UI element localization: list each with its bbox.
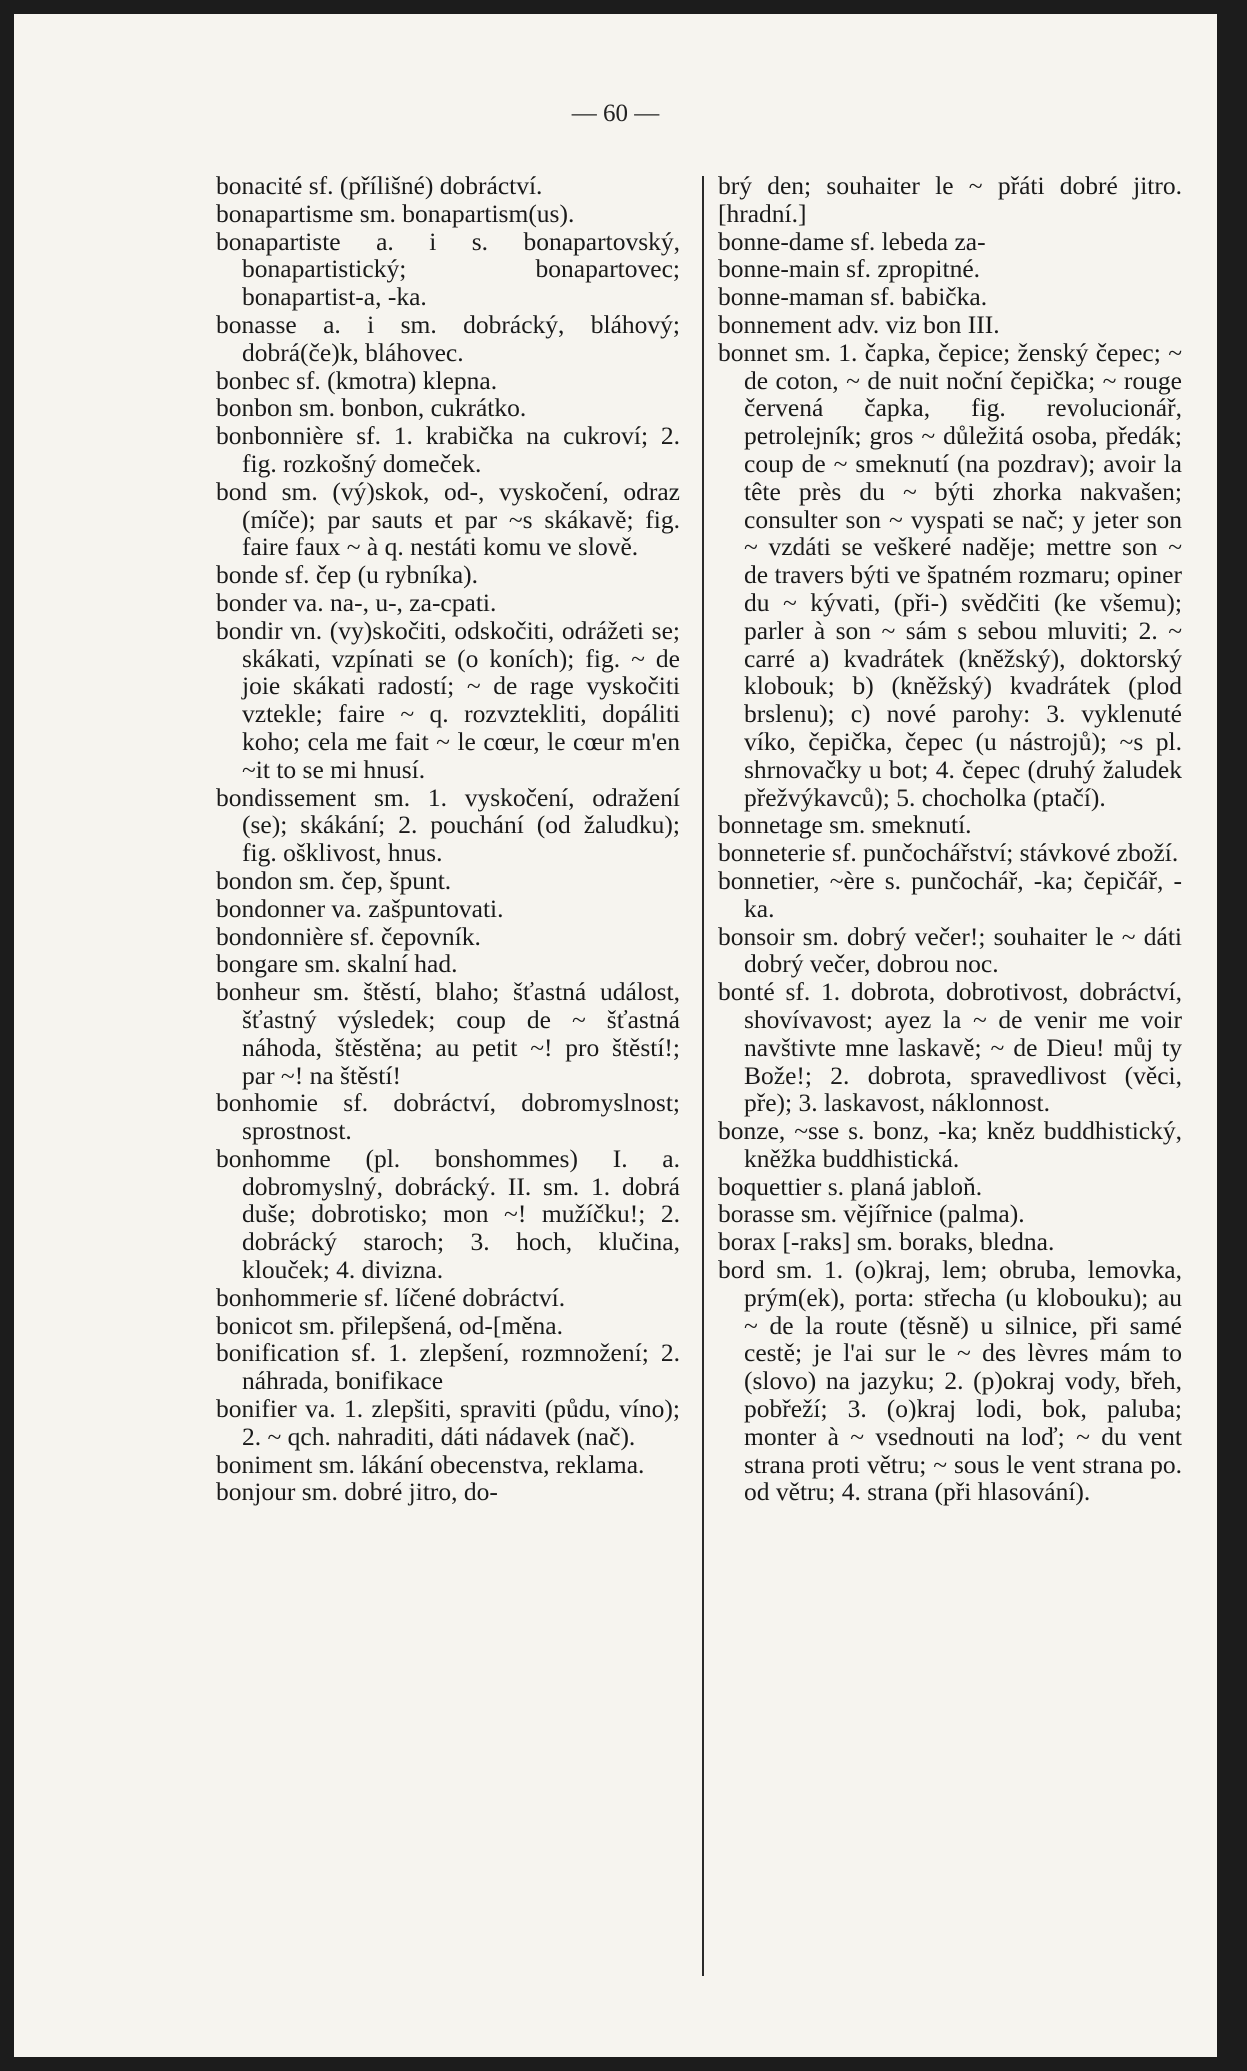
- entry-bondir: bondir vn. (vy)skočiti, odskočiti, odrážeti se; skákati, vzpínati se (o koních); fig. ~ de joie skákati radostí; ~ de rage vyskočiti vztekle; faire ~ q. rozvztekliti, dopáliti koho; cela me fait ~ le cœur, le cœur m'en ~it to se mi hnusí.: [216, 615, 680, 784]
- entry-bonneterie: bonneterie sf. punčochářství; stávkové zboží.: [718, 838, 1179, 868]
- entry-bonte: bonté sf. 1. dobrota, dobrotivost, dobráctví, shovívavost; ayez la ~ de venir me voir navštivte mne laskavě; ~ de Dieu! můj ty Bože!; 2. dobrota, spravedlivost (věci, pře); 3. laskavost, náklonnost.: [718, 977, 1182, 1118]
- entry-bonheur: bonheur sm. štěstí, blaho; šťastná událost, šťastný výsledek; coup de ~ šťastná náhoda, štěstěna; au petit ~! pro štěstí!; par ~! na štěstí!: [216, 977, 680, 1090]
- entry-bonjour-continued: brý den; souhaiter le ~ přáti dobré jitro. [hradní.]: [718, 171, 1182, 228]
- entry-bonapartiste: bonapartiste a. i s. bonapartovský, bonapartistický; bonapartovec; bonapartist-a, -ka.: [216, 226, 680, 312]
- entry-bonnetage: bonnetage sm. smeknutí.: [718, 810, 972, 840]
- entry-bonsoir: bonsoir sm. dobrý večer!; souhaiter le ~ dáti dobrý večer, dobrou noc.: [718, 921, 1182, 979]
- entry-bonde: bonde sf. čep (u rybníka).: [216, 560, 478, 590]
- entry-bonifier: bonifier va. 1. zlepšiti, spraviti (půdu, víno); 2. ~ qch. nahraditi, dáti nádavek (nač).: [216, 1394, 680, 1451]
- page-number: — 60 —: [571, 100, 660, 127]
- entry-bord: bord sm. 1. (o)kraj, lem; obruba, lemovka, prým(ek), porta: střecha (u klobouku); au ~ de la route (těsně) u silnice, při samé cestě; je l'ai sur le ~ des lèvres mám to (slovo) na jazyku; 2. (p)okraj vody, břeh, pobřeží; 3. (o)kraj lodi, bok, paluba; monter à ~ vsednouti na loď; ~ du vent strana proti větru; ~ sous le vent strana po. od větru; 4. strana (při hlasování).: [718, 1255, 1182, 1507]
- right-column: [718, 172, 1182, 1506]
- entry-bongare: bongare sm. skalní had.: [216, 949, 458, 979]
- entry-bonhommerie: bonhommerie sf. líčené dobráctví.: [216, 1282, 566, 1312]
- entry-bonjour: bonjour sm. dobré jitro, do-: [216, 1477, 498, 1507]
- left-column: [216, 172, 680, 1506]
- entry-bonne-maman: bonne-maman sf. babička.: [718, 282, 988, 312]
- entry-bonasse: bonasse a. i sm. dobrácký, bláhový; dobrá(če)k, bláhovec.: [216, 309, 680, 367]
- entry-boniment: boniment sm. lákání obecenstva, reklama.: [216, 1449, 645, 1479]
- column-divider: [702, 176, 704, 1976]
- entry-boquettier: boquettier s. planá jabloň.: [718, 1171, 983, 1201]
- entry-bonhomie: bonhomie sf. dobráctví, dobromyslnost; sprostnost.: [216, 1088, 680, 1146]
- entry-bonicot: bonicot sm. přilepšená, od-[měna.: [216, 1310, 563, 1340]
- dictionary-page: [14, 14, 1217, 2057]
- entry-bondissement: bondissement sm. 1. vyskočení, odražení (se); skákání; 2. pouchání (od žaludku); fig. ošklivost, hnus.: [216, 782, 680, 868]
- entry-bondon: bondon sm. čep, špunt.: [216, 865, 452, 895]
- entry-bonbec: bonbec sf. (kmotra) klepna.: [216, 365, 498, 395]
- entry-bonbon: bonbon sm. bonbon, cukrátko.: [216, 393, 527, 423]
- entry-bonhomme: bonhomme (pl. bonshommes) I. a. dobromyslný, dobrácký. II. sm. 1. dobrá duše; dobrotisko; mon ~! mužíčku!; 2. dobrácký staroch; 3. hoch, klučina, klouček; 4. divizna.: [216, 1143, 680, 1285]
- entry-bonbonniere: bonbonnière sf. 1. krabička na cukroví; 2. fig. rozkošný domeček.: [216, 421, 680, 478]
- entry-bonnetier: bonnetier, ~ère s. punčochář, -ka; čepičář, -ka.: [718, 865, 1182, 923]
- entry-bonne-main: bonne-main sf. zpropitné.: [718, 254, 981, 284]
- entry-bonnet: bonnet sm. 1. čapka, čepice; ženský čepec; ~ de coton, ~ de nuit noční čepička; ~ rouge červená čapka, fig. revolucionář, petrolejník; gros ~ důležitá osoba, předák; coup de ~ smeknutí (na pozdrav); avoir la tête près du ~ býti zhorka nakvašen; consulter son ~ vyspati se nač; y jeter son ~ vzdáti se veškeré naděje; mettre son ~ de travers býti ve špatném rozmaru; opiner du ~ kývati, (při-) svědčiti (ke všemu); parler à son ~ sám s sebou mluviti; 2. ~ carré a) kvadrátek (kněžský), doktorský klobouk; b) (kněžský) kvadrátek (plod brslenu); c) nové parohy: 3. vyklenuté víko, čepička, čepec (u nástrojů); ~s pl. shrnovačky u bot; 4. čepec (druhý žaludek přežvýkavců); 5. chocholka (ptačí).: [718, 337, 1182, 812]
- entry-borasse: borasse sm. vějířnice (palma).: [718, 1199, 1025, 1229]
- entry-bonacite: bonacité sf. (přílišné) dobráctví.: [216, 171, 543, 200]
- entry-bonnement: bonnement adv. viz bon III.: [718, 309, 1000, 339]
- entry-bondonniere: bondonnière sf. čepovník.: [216, 921, 481, 951]
- entry-bonze: bonze, ~sse s. bonz, -ka; kněz buddhistický, kněžka buddhistická.: [718, 1116, 1182, 1173]
- entry-borax: borax [-raks] sm. boraks, bledna.: [718, 1227, 1055, 1257]
- entry-bonapartisme: bonapartisme sm. bonapartism(us).: [216, 198, 575, 228]
- entry-bond: bond sm. (vý)skok, od-, vyskočení, odraz (míče); par sauts et par ~s skákavě; fig. faire faux ~ à q. nestáti komu ve slově.: [216, 476, 680, 562]
- entry-bonder: bonder va. na-, u-, za-cpati.: [216, 587, 497, 617]
- entry-bonification: bonification sf. 1. zlepšení, rozmnožení; 2. náhrada, bonifikace: [216, 1338, 680, 1396]
- entry-bondonner: bondonner va. zašpuntovati.: [216, 893, 504, 923]
- entry-bonne-dame: bonne-dame sf. lebeda za-: [718, 226, 986, 256]
